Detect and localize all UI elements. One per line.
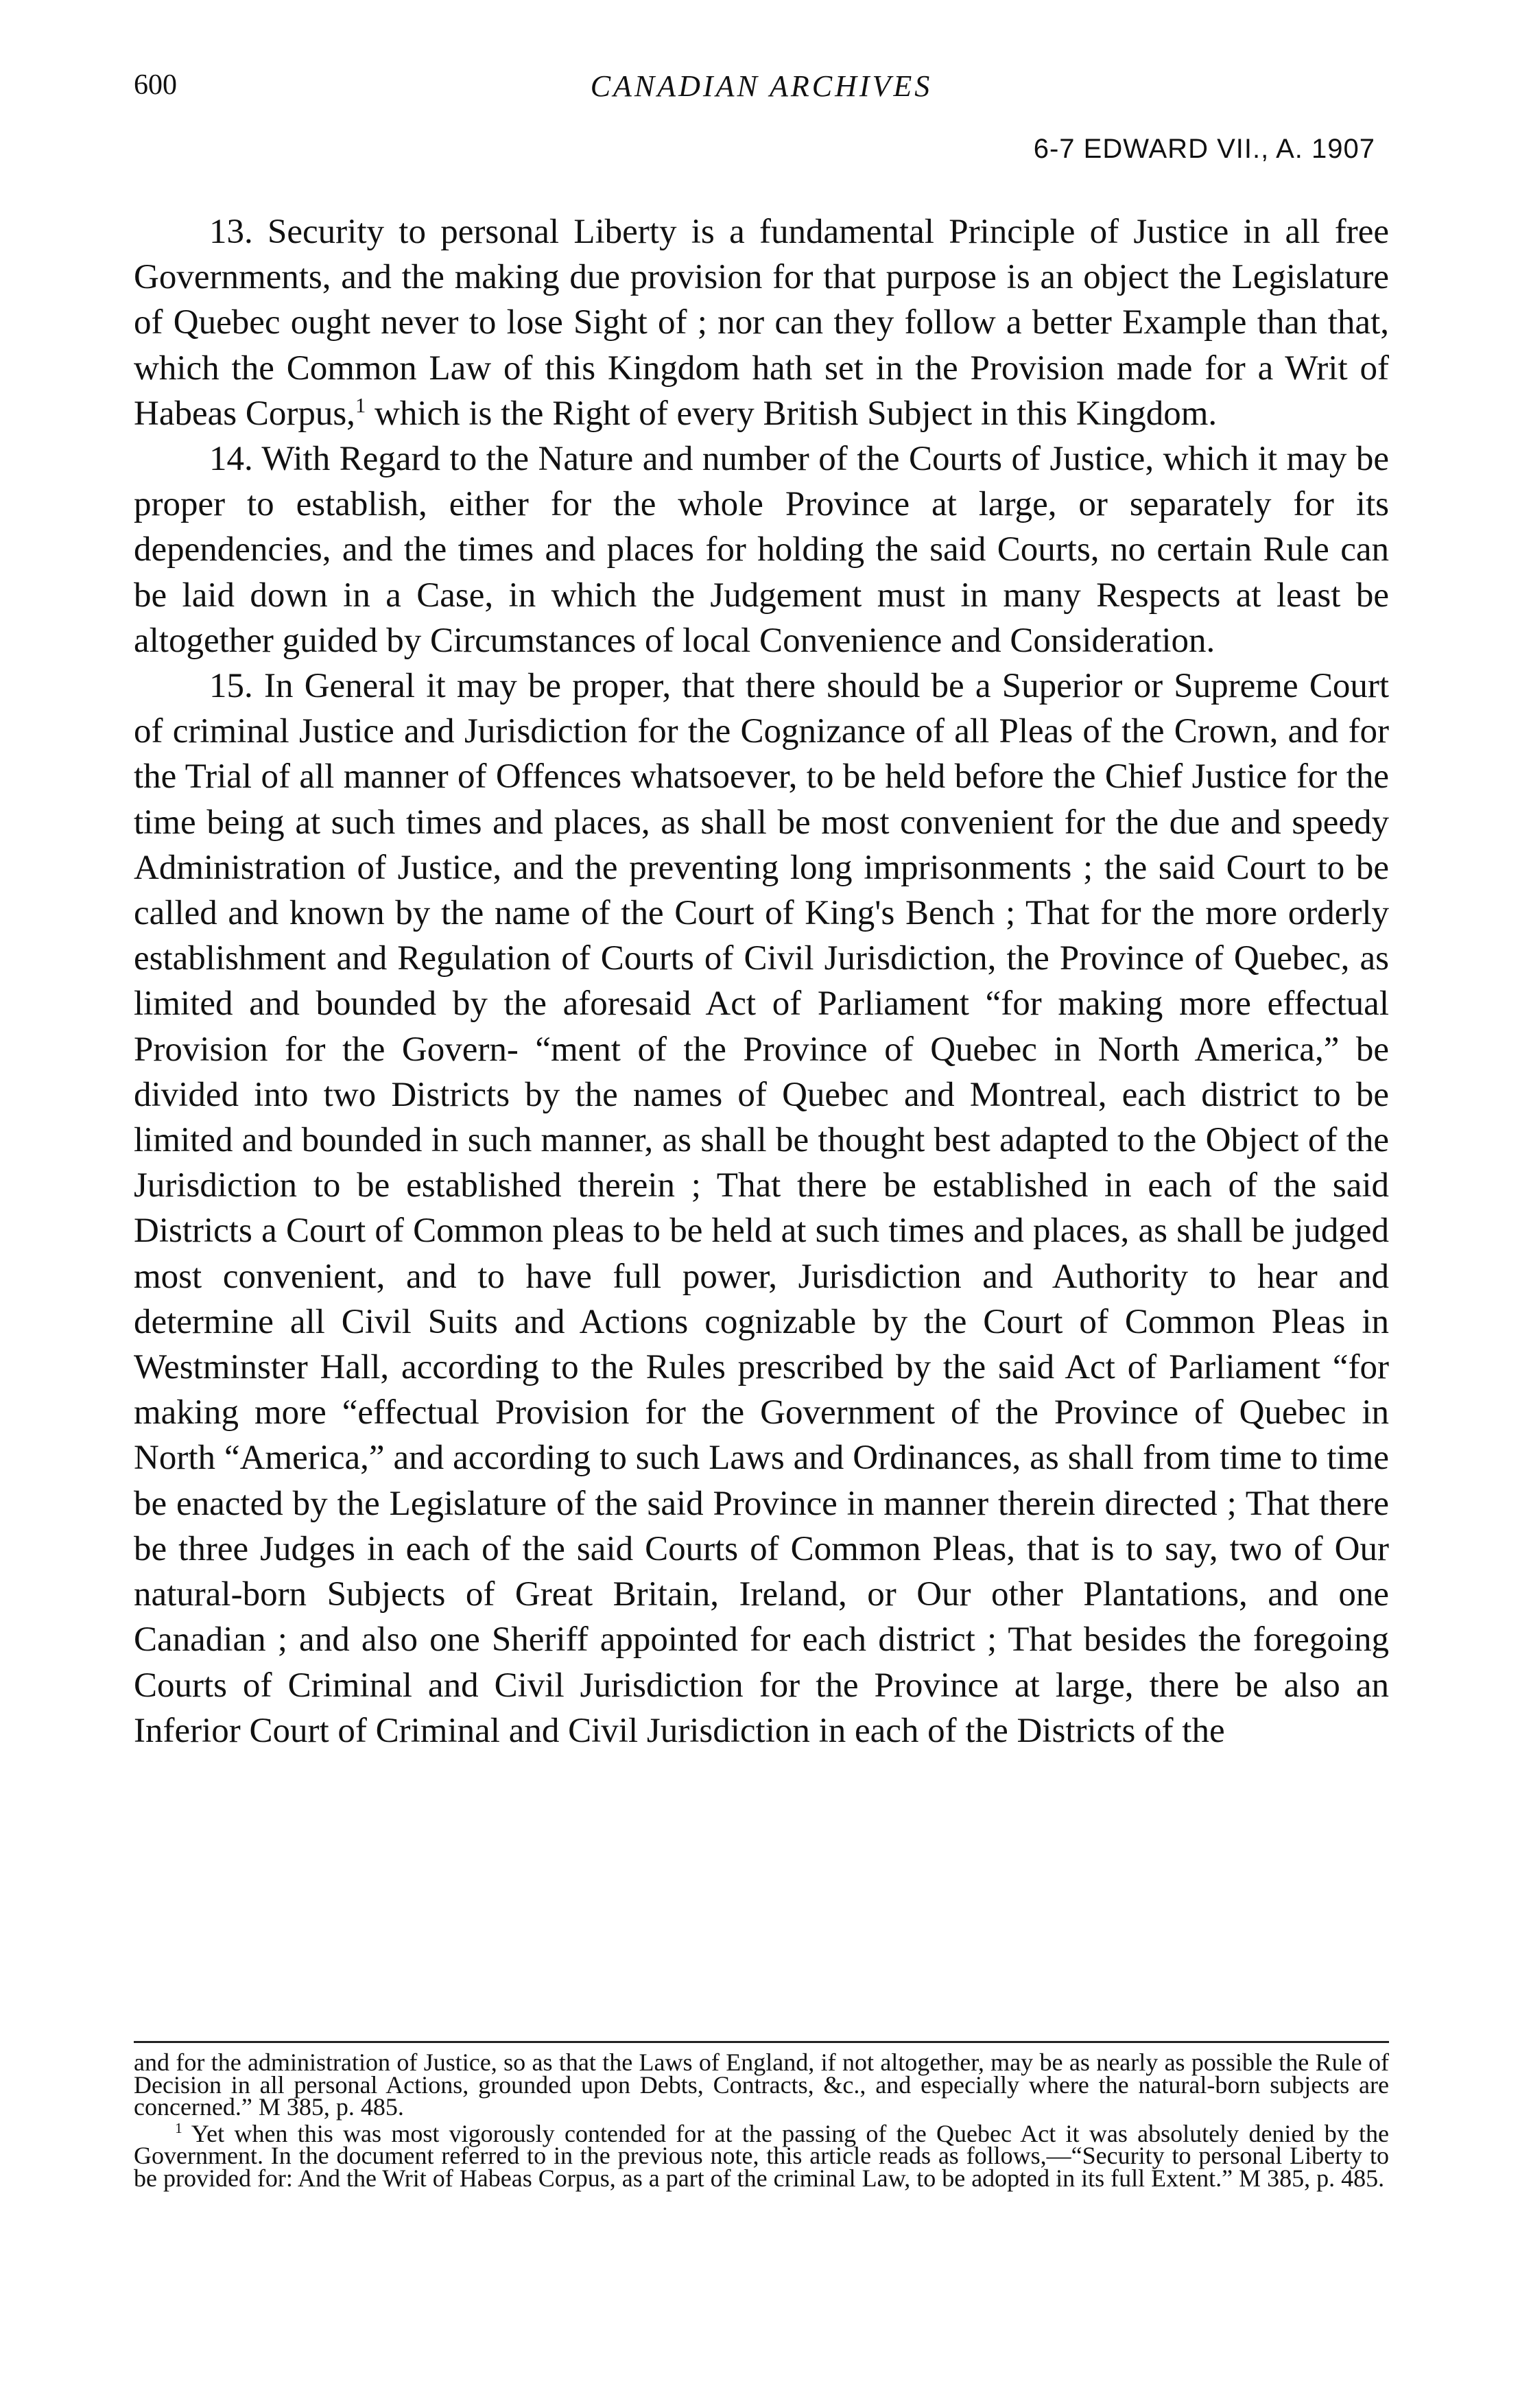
paragraph-13-text: 13. Security to personal Liberty is a fundamental Principle of Justice in all free Governments, and the making due provision for that purpose is an object the Legislature of Quebec ought never to lose Sight of ; nor can they follow a better Example than that, which the Common Law of this Kingdom hath set in the Provision made for a Writ of Habeas Corpus, xyxy=(134,213,1389,433)
footnote-reference: 1 xyxy=(355,393,366,417)
paragraph-13 xyxy=(134,209,1389,436)
body-text xyxy=(134,209,1389,1754)
page-number: 600 xyxy=(134,69,177,101)
footnote-continued: and for the administration of Justice, so as that the Laws of England, if not altogether, may be as nearly as possible the Rule of Decision in all personal Actions, grounded upon Debts, Contracts, &c., and especially where the natural-born subjects are concerned.” M 385, p. 485. xyxy=(134,2049,1389,2121)
running-head: CANADIAN ARCHIVES xyxy=(590,69,933,103)
page-header xyxy=(134,69,1389,164)
footnote-rule xyxy=(134,2041,1389,2043)
edition-line: 6-7 EDWARD VII., A. 1907 xyxy=(1033,134,1375,164)
paragraph-14: 14. With Regard to the Nature and number of the Courts of Justice, which it may be proper to establish, either for the whole Province at large, or separately for its dependencies, and the times and places for holding the said Courts, no certain Rule can be laid down in a Case, in which the Judgement must in many Respects at least be altogether guided by Circumstances of local Convenience and Consideration. xyxy=(134,440,1389,660)
footnotes xyxy=(134,2049,1389,2192)
footnote-1-text: Yet when this was most vigorously contended for at the passing of the Quebec Act it was absolutely denied by the Government. In the document referred to in the previous note, this article reads as follows,—“Security to personal Liberty to be provided for: And the Writ of Habeas Corpus, as a part of the criminal Law, to be adopted in its full Extent.” M 385, p. 485. xyxy=(134,2119,1389,2192)
footnote-1 xyxy=(134,2119,1389,2192)
paragraph-15: 15. In General it may be proper, that there should be a Superior or Supreme Court of criminal Justice and Jurisdiction for the Cognizance of all Pleas of the Crown, and for the Trial of all manner of Offences whatsoever, to be held before the Chief Justice for the time being at such times and places, as shall be most convenient for the due and speedy Administration of Justice, and the preventing long imprisonments ; the said Court to be called and known by the name of the Court of King's Bench ; That for the more orderly establishment and Regulation of Courts of Civil Jurisdiction, the Province of Quebec, as limited and bounded by the aforesaid Act of Parliament “for making more effectual Provision for the Govern- “ment of the Province of Quebec in North America,” be divided into two Districts by the names of Quebec and Montreal, each district to be limited and bounded in such manner, as shall be thought best adapted to the Object of the Jurisdiction to be established therein ; That there be established in each of the said Districts a Court of Common pleas to be held at such times and places, as shall be judged most convenient, and to have full power, Jurisdiction and Authority to hear and determine all Civil Suits and Actions cognizable by the Court of Common Pleas in Westminster Hall, according to the Rules prescribed by the said Act of Parliament “for making more “effectual Provision for the Government of the Province of Quebec in North “America,” and according to such Laws and Ordinances, as shall from time to time be enacted by the Legislature of the said Province in manner therein directed ; That there be three Judges in each of the said Courts of Common Pleas, that is to say, two of Our natural-born Subjects of Great Britain, Ireland, or Our other Plantations, and one Canadian ; and also one Sheriff appointed for each district ; That besides the foregoing Courts of Criminal and Civil Jurisdiction for the Province at large, there be also an Inferior Court of Criminal and Civil Jurisdiction in each of the Districts of the xyxy=(134,667,1389,1750)
paragraph-13-text-end: which is the Right of every British Subject in this Kingdom. xyxy=(366,394,1218,433)
footnote-marker: 1 xyxy=(175,2119,182,2136)
